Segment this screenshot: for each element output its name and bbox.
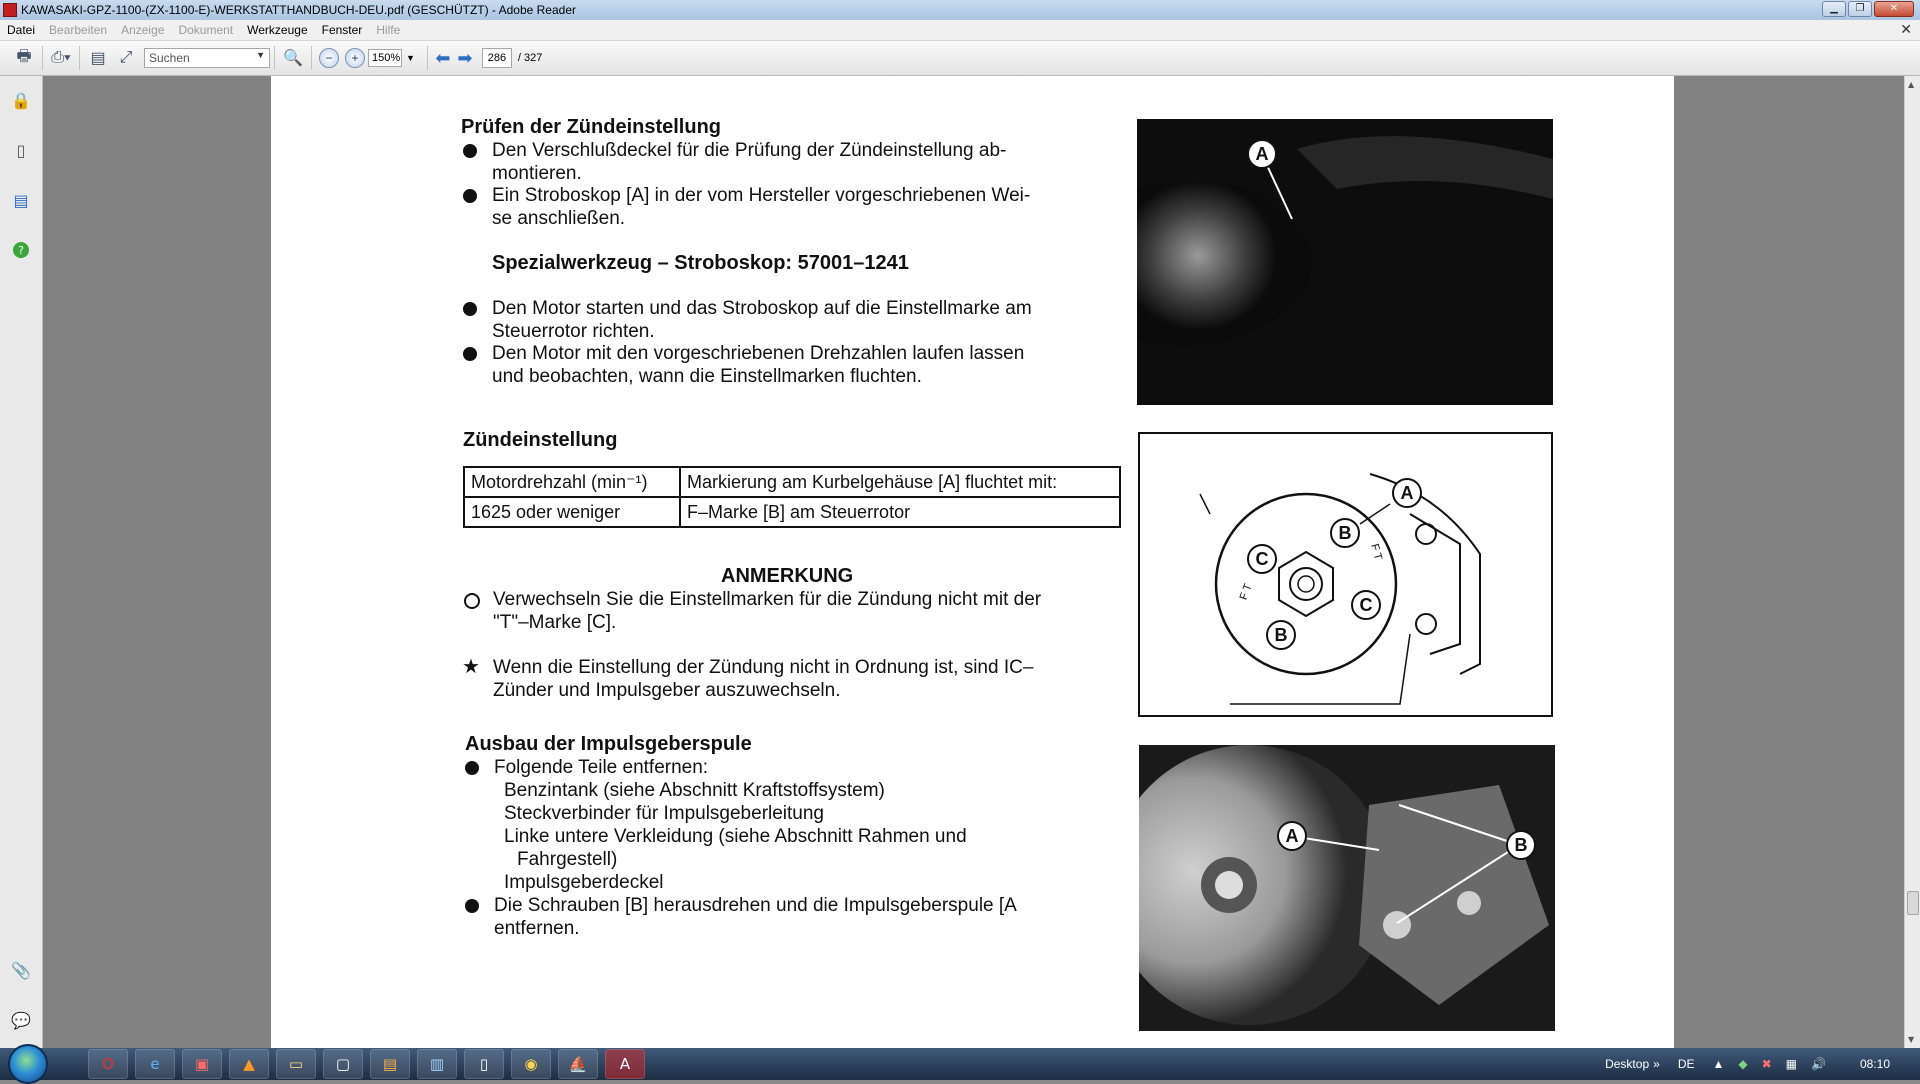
- tools-app-icon[interactable]: ▣: [182, 1049, 222, 1079]
- body-text: Benzintank (siehe Abschnitt Kraftstoffsystem): [504, 780, 885, 801]
- note-text: Verwechseln Sie die Einstellmarken für die Zündung nicht mit der: [493, 589, 1042, 610]
- diagram-timing-marks: [1138, 432, 1553, 717]
- bullet-marker: [465, 899, 479, 913]
- note-circle-marker: [464, 593, 480, 609]
- figure-label-b: B: [1266, 620, 1296, 650]
- internet-explorer-icon[interactable]: e: [135, 1049, 175, 1079]
- help-icon[interactable]: [11, 240, 31, 260]
- menu-bar: [0, 20, 1920, 41]
- toolbar-separator: [274, 46, 275, 70]
- page-total: / 327: [517, 52, 543, 64]
- fit-page-icon[interactable]: ▤: [90, 50, 106, 67]
- tray-expand-icon[interactable]: ▲: [1712, 1057, 1725, 1071]
- desktop-toolbar-label[interactable]: Desktop: [1605, 1057, 1650, 1071]
- bullet-marker: [463, 347, 477, 361]
- network-tray-icon[interactable]: ▦: [1785, 1057, 1798, 1071]
- body-text: Den Motor starten und das Stroboskop auf die Einstellmarke am: [492, 298, 1032, 319]
- photo-pickup-coil: [1139, 745, 1555, 1031]
- table-cell: 1625 oder weniger: [464, 497, 680, 527]
- table-row: [464, 467, 1120, 497]
- body-text: Linke untere Verkleidung (siehe Abschnitt Rahmen und: [504, 826, 967, 847]
- timing-mark-ft: F T: [1237, 582, 1255, 602]
- toolbar: [0, 41, 1920, 76]
- page-number-input[interactable]: 286: [482, 48, 512, 68]
- maximize-button[interactable]: ❐: [1848, 1, 1872, 17]
- note-text: "T"–Marke [C].: [493, 612, 617, 633]
- bookmarks-icon[interactable]: ▤: [13, 190, 29, 210]
- pages-icon[interactable]: ▯: [16, 140, 26, 160]
- star-marker-icon: ★: [462, 656, 480, 678]
- previous-page-icon[interactable]: ⬅: [435, 47, 451, 68]
- body-text: und beobachten, wann die Einstellmarken fluchten.: [492, 366, 922, 387]
- body-text: se anschließen.: [492, 208, 626, 229]
- full-screen-icon[interactable]: ⤢: [119, 49, 133, 66]
- body-text: Steuerrotor richten.: [492, 321, 655, 342]
- notes-icon[interactable]: ▤: [370, 1049, 410, 1079]
- start-button[interactable]: [8, 1044, 48, 1084]
- menu-hilfe[interactable]: Hilfe: [376, 23, 401, 37]
- special-tool-text: Spezialwerkzeug – Stroboskop: 57001–1241: [492, 252, 909, 274]
- alert-tray-icon[interactable]: ✖: [1761, 1057, 1772, 1071]
- body-text: entfernen.: [494, 918, 580, 939]
- toolbar-separator: [42, 46, 43, 70]
- adobe-reader-icon: [3, 3, 17, 17]
- svg-text:?: ?: [18, 244, 24, 257]
- desktop-toolbar-chevron-icon[interactable]: »: [1653, 1057, 1660, 1071]
- body-text: Den Motor mit den vorgeschriebenen Drehzahlen laufen lassen: [492, 343, 1025, 364]
- scroll-up-icon[interactable]: ▲: [1908, 80, 1915, 89]
- zoom-dropdown-icon[interactable]: ▼: [406, 53, 415, 63]
- ship-app-icon[interactable]: ⛵: [558, 1049, 598, 1079]
- volume-tray-icon[interactable]: 🔊: [1811, 1057, 1826, 1071]
- comments-icon[interactable]: 💬: [11, 1010, 31, 1030]
- figure-label-a: A: [1392, 478, 1422, 508]
- monitor-icon[interactable]: ▢: [323, 1049, 363, 1079]
- note-text: Wenn die Einstellung der Zündung nicht in Ordnung ist, sind IC–: [493, 657, 1034, 678]
- window-title: KAWASAKI-GPZ-1100-(ZX-1100-E)-WERKSTATTHANDBUCH-DEU.pdf (GESCHÜTZT) - Adobe Reader: [21, 3, 576, 17]
- bullet-marker: [463, 302, 477, 316]
- table-header-cell: Motordrehzahl (min⁻¹): [464, 467, 680, 497]
- table-cell: F–Marke [B] am Steuerrotor: [680, 497, 1120, 527]
- lock-icon[interactable]: 🔒: [11, 90, 31, 110]
- menu-bearbeiten[interactable]: Bearbeiten: [49, 23, 108, 37]
- clock[interactable]: 08:10: [1859, 1057, 1890, 1071]
- body-text: Folgende Teile entfernen:: [494, 757, 709, 778]
- diagram-timing-marks-drawing: [1140, 434, 1551, 715]
- body-text: Impulsgeberdeckel: [504, 872, 664, 893]
- share-icon[interactable]: ⎙▾: [51, 49, 71, 66]
- figure-label-a: A: [1247, 139, 1277, 169]
- next-page-icon[interactable]: ➡: [457, 47, 473, 68]
- window-controls: [1822, 1, 1914, 17]
- minimize-button[interactable]: ▁: [1822, 1, 1846, 17]
- section-heading-pickup-coil: Ausbau der Impulsgeberspule: [465, 733, 752, 755]
- body-text: montieren.: [492, 163, 582, 184]
- close-document-icon[interactable]: ✕: [1900, 21, 1912, 37]
- toolbar-separator: [427, 46, 428, 70]
- taskbar: [0, 1048, 1920, 1080]
- photo-stroboscope: [1137, 119, 1553, 405]
- scroll-down-icon[interactable]: ▼: [1908, 1035, 1915, 1044]
- zoom-in-button[interactable]: +: [345, 48, 365, 68]
- document-area[interactable]: [43, 76, 1905, 1048]
- note-text: Zünder und Impulsgeber auszuwechseln.: [493, 680, 841, 701]
- adobe-reader-task-icon[interactable]: A: [605, 1049, 645, 1079]
- bullet-marker: [463, 189, 477, 203]
- figure-label-c: C: [1351, 590, 1381, 620]
- figure-label-b: B: [1330, 518, 1360, 548]
- menu-fenster[interactable]: Fenster: [321, 23, 363, 37]
- toolbar-separator: [79, 46, 80, 70]
- toolbar-separator: [311, 46, 312, 70]
- timing-mark-ft: F T: [1368, 542, 1385, 562]
- body-text: Ein Stroboskop [A] in der vom Hersteller vorgeschriebenen Wei-: [492, 185, 1031, 206]
- attachments-icon[interactable]: 📎: [11, 960, 31, 980]
- scrollbar-thumb[interactable]: [1907, 891, 1919, 915]
- close-window-button[interactable]: ✕: [1874, 1, 1914, 17]
- note-heading: ANMERKUNG: [721, 565, 854, 587]
- navigation-pane: [0, 76, 43, 1048]
- vlc-icon[interactable]: ▲: [229, 1049, 269, 1079]
- menu-werkzeuge[interactable]: Werkzeuge: [247, 23, 308, 37]
- language-indicator[interactable]: DE: [1677, 1057, 1695, 1071]
- table-header-cell: Markierung am Kurbelgehäuse [A] fluchtet mit:: [680, 467, 1120, 497]
- menu-datei[interactable]: Datei: [7, 23, 36, 37]
- menu-dokument[interactable]: Dokument: [178, 23, 234, 37]
- search-input-value: Suchen: [149, 51, 190, 65]
- section-heading-ignition-timing: Zündeinstellung: [463, 429, 618, 451]
- system-tray: [1605, 1048, 1920, 1080]
- photo-pickup-coil-image: [1139, 745, 1555, 1031]
- bullet-marker: [463, 144, 477, 158]
- window-icon[interactable]: ▥: [417, 1049, 457, 1079]
- security-tray-icon[interactable]: ◆: [1738, 1057, 1748, 1071]
- body-text: Steckverbinder für Impulsgeberleitung: [504, 803, 825, 824]
- zoom-level-field[interactable]: 150%: [368, 49, 402, 67]
- chrome-icon[interactable]: ◉: [511, 1049, 551, 1079]
- explorer-icon[interactable]: ▭: [276, 1049, 316, 1079]
- bullet-marker: [465, 761, 479, 775]
- timing-table: [463, 466, 1121, 528]
- find-icon[interactable]: 🔍: [283, 50, 303, 67]
- opera-icon[interactable]: O: [88, 1049, 128, 1079]
- photo-stroboscope-image: [1137, 119, 1553, 405]
- pdf-page: [271, 76, 1674, 1048]
- print-icon[interactable]: 🖶: [16, 47, 32, 65]
- figure-label-c: C: [1247, 544, 1277, 574]
- search-input[interactable]: [144, 48, 270, 68]
- body-text: Die Schrauben [B] herausdrehen und die Impulsgeberspule [A: [494, 895, 1017, 916]
- table-row: [464, 497, 1120, 527]
- zoom-out-button[interactable]: −: [319, 48, 339, 68]
- document-icon[interactable]: ▯: [464, 1049, 504, 1079]
- search-dropdown-icon[interactable]: ▼: [256, 50, 265, 60]
- vertical-scrollbar[interactable]: [1904, 76, 1920, 1048]
- figure-label-a: A: [1277, 821, 1307, 851]
- section-heading-timing-check: Prüfen der Zündeinstellung: [461, 116, 722, 138]
- title-bar: [0, 0, 1920, 20]
- body-text: Den Verschlußdeckel für die Prüfung der Zündeinstellung ab-: [492, 140, 1007, 161]
- menu-anzeige[interactable]: Anzeige: [121, 23, 165, 37]
- body-text: Fahrgestell): [517, 849, 618, 870]
- figure-label-b: B: [1506, 830, 1536, 860]
